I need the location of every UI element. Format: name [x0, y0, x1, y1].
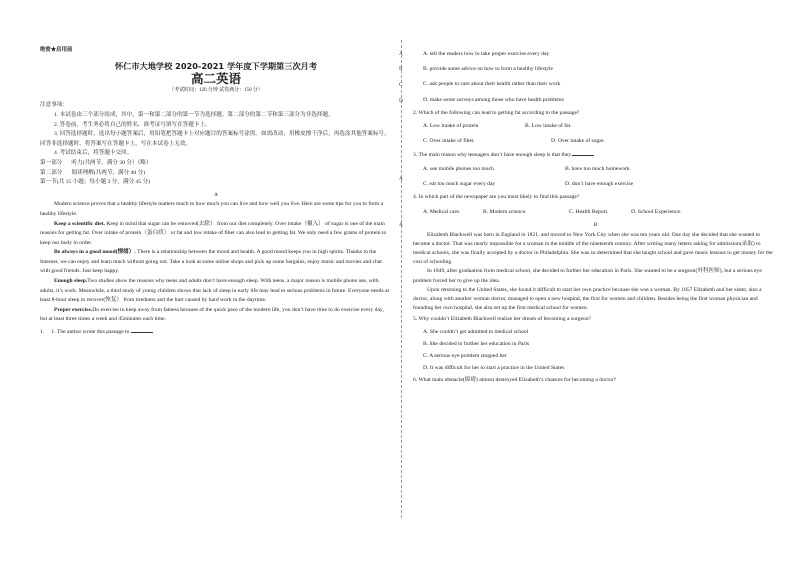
paragraph-body: Two studies show the reasons why teens and adults don’t have enough sleep. With teens, a major reason is mobile phone use, with adults, it’s work. Meanwhile, a third study of young children shows that lack of sleep in early life may lead to serious problems in future. Everyone needs at least 8-hour sleep to recover(恢复） from tiredness and the hurt caused by hard work in the daytime.	[40, 278, 390, 304]
paragraph-body: Keep in mind that sugar can be removed(去除） from our diet completely. Over intake（摄入） of sugar is one of the main reasons for getting fat. Over intake of protein（蛋白质） or fat and low intake of fiber can also lead to getting fat. We only need a few grams of protein to keep our body in order.	[40, 220, 387, 246]
part-one	[40, 159, 392, 169]
note-item: 4. 考试结束后，将答题卡交回。	[54, 150, 133, 157]
q5-option-a: A. She couldn’t get admitted to medical school	[423, 328, 529, 335]
answer-blank	[572, 150, 594, 156]
q5-option-c: C. A serious eye problem stopped her	[423, 353, 507, 360]
paragraph-body: Do exercise to keep away from fatness because of the quick pace of the modern life, you don’t have time to do exercise every day, but at least three times a week and 45minutes each time.	[40, 306, 384, 323]
part-one-label: 第一部分	[40, 159, 63, 166]
exam-title: 怀仁市大地学校 2020-2021 学年度下学期第三次月考	[114, 60, 318, 71]
question-4-stem: 4. In which part of the newspaper are you most likely to find this passage?	[413, 194, 580, 201]
q1-option-d: D. make some surveys among those who have health problems	[423, 96, 564, 103]
margin-letter: A	[399, 222, 403, 228]
question-5-stem: 5. Why couldn’t Elizabeth Blackwell realize her dream of becoming a surgeon?	[413, 316, 592, 323]
part-two-text: 阅读理解(共两节，满分 40 分)	[71, 169, 146, 176]
subject-title: 高二英语	[190, 71, 241, 87]
column-divider	[401, 40, 402, 518]
q5-option-d: D. It was difficult for her to start a practice in the United States	[423, 365, 565, 372]
question-3	[413, 150, 778, 160]
q3-option-b: B. have too much homework	[565, 165, 630, 172]
margin-letter: A	[399, 51, 403, 57]
note-item: 1. 本试卷由三个部分组成，其中，第一和第二部分的第一节为选择题。第二部分的第二节和第三部分为非选择题。	[54, 111, 334, 118]
paragraph-lead: Be always in a good mood(情绪）.	[54, 249, 136, 256]
q5-option-b: B. She decided to further her education in Paris	[423, 340, 530, 347]
passage-a-paragraph	[40, 277, 392, 306]
paragraph-lead: Enough sleep.	[54, 278, 88, 285]
q2-option-a: A. Low intake of protein	[423, 123, 479, 130]
question-stem: 1. The author wrote this passage to	[51, 329, 131, 336]
passage-b-paragraph: Elizabeth Blackwell was born in England in 1821, and moved to New York City when she was ten years old. One day she decided that she wanted to become a doctor. That was nearly impossible for a woman in the middle of the nineteenth century. After writing many letters asking for admission(录取) to medical schools, she was finally accepted by a doctor in Philadelphia. She was so determined that she taught school and gave music lessons to get money for the cost of schooling.	[413, 231, 773, 266]
q3-options-row	[413, 180, 778, 189]
note-item: 3. 回答选择题时，选出每小题答案后，用铅笔把答题卡上对应题目的答案标号涂黑。如需改动，用橡皮擦干净后，再选涂其他答案标号。回答非选择题时，将答案写在答题卡上，写在本试卷上无效。	[40, 131, 390, 147]
question-6-stem: 6. What main obstacle(障碍) almost destroyed Elizabeth’s chances for becoming a doctor?	[413, 377, 617, 384]
right-column	[413, 50, 778, 386]
question-1	[40, 327, 392, 338]
margin-letter: D	[399, 98, 403, 104]
question-number: 1.	[40, 329, 45, 336]
passage-a-paragraph	[40, 306, 392, 325]
q2-option-b: B. Low intake of fat.	[525, 123, 572, 130]
question-2-stem: 2. Which of the following can lead to getting fat according to the passage?	[413, 109, 580, 116]
q3-option-a: A. use mobile phones too much	[423, 165, 494, 172]
exam-time-info: （考试时间：120 分钟 试卷满分：150 分）	[169, 87, 263, 93]
q4-option-d: D. School Experience.	[631, 209, 682, 216]
q4-option-c: C. Health Report.	[569, 209, 609, 216]
note-item: 2. 答卷前，考生务必将自己的姓名、准考证号填写在答题卡上。	[54, 121, 211, 128]
margin-letter: C	[399, 82, 403, 88]
q2-option-c: C. Over intake of fiber.	[423, 138, 475, 145]
q2-option-d: D. Over intake of sugar.	[551, 138, 605, 145]
margin-letter: A	[399, 176, 403, 182]
notes-heading: 注意事项：	[40, 102, 68, 109]
passage-a-paragraph	[40, 248, 392, 277]
q4-option-a: A. Medical care.	[423, 209, 461, 216]
q3-options-row	[413, 165, 778, 174]
part-two	[40, 169, 392, 179]
answer-blank	[131, 327, 153, 333]
q1-option-a: A. tell the readers how to take proper exercise every day	[423, 51, 550, 57]
part-one-text: 听力(共两节，满分 30 分）（略）	[71, 159, 152, 166]
passage-a-letter: A	[213, 191, 219, 198]
confidential-label: 绝密★启用前	[40, 47, 73, 53]
q2-options-row	[413, 137, 778, 146]
passage-b-letter: B	[593, 222, 598, 229]
q4-options-row	[413, 208, 778, 217]
passage-a-paragraph	[40, 220, 392, 249]
passage-b-paragraph: Upon returning to the United States, she found it difficult to start her own practice because she was a woman. By 1857 Elizabeth and her sister, also a doctor, along with another woman doctor, managed to open a new hospital, the first for women and children. Besides being the first woman physician and founding her own hospital, she also set up the first medical school for women.	[413, 286, 762, 312]
q2-options-row	[413, 122, 778, 131]
section-one: 第一节(共 15 小题；每小题 3 分，满分 45 分)	[40, 179, 151, 186]
q3-option-d: D. don’t have enough exercise	[565, 180, 634, 187]
paragraph-lead: Keep a scientific diet.	[54, 220, 105, 227]
q1-option-c: C. ask people to care about their health rather than their work	[423, 81, 561, 88]
margin-letter: B	[399, 66, 403, 72]
left-column	[40, 46, 392, 338]
question-stem: 3. The main reason why teenagers don’t have enough sleep is that they	[413, 152, 573, 159]
q1-option-b: B. provide some advice on how to form a healthy lifestyle	[423, 66, 554, 73]
passage-b-paragraph: In 1849, after graduation from medical school, she decided to further her education in Paris. She wanted to be a surgeon(外科医师), but a serious eye problem forced her to give up the idea.	[413, 268, 762, 284]
q4-option-b: B. Modern science.	[483, 209, 527, 216]
q3-option-c: C. eat too much sugar every day	[423, 180, 496, 187]
passage-a-intro: Modern science proves that a healthy lifestyle matters much to how much you can live and how well you live. Here are some tips for you to form a healthy lifestyle.	[40, 201, 384, 217]
paragraph-lead: Proper exercise.	[54, 306, 93, 313]
paragraph-body: There is a relationship between the mood and health. A good mood keeps you in high spirits. Thanks to the Internet, we can enjoy and learn much without going out. Take a look at some online shops and pick up some bargains, enjoy music and movies and chat with good friends. Just keep happy.	[40, 249, 382, 275]
part-two-label: 第二部分	[40, 169, 63, 176]
